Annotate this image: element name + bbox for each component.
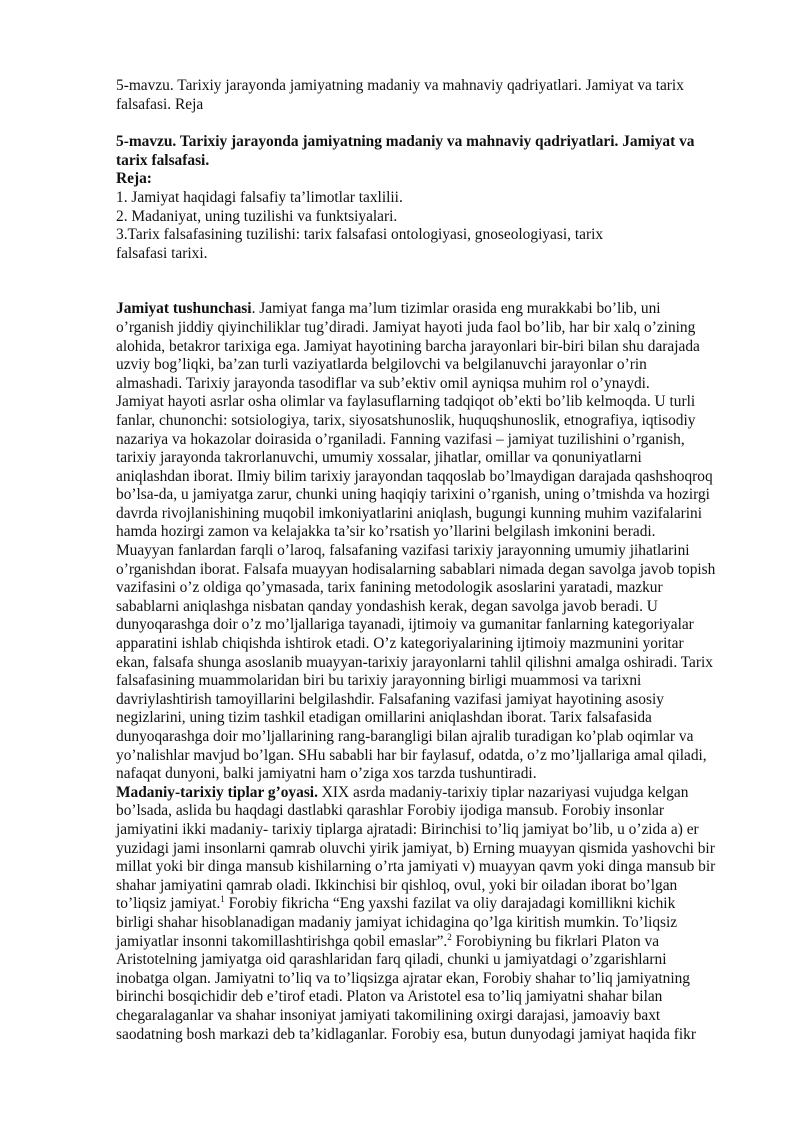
body-line: o’rganishdan iborat. Falsafa muayyan hodisalarning sabablari nimada degan savolga javob topish bbox=[116, 560, 716, 578]
body-line: aniqlashdan iborat. Ilmiy bilim tarixiy jarayondan taqqoslab bo’lmaydigan darajada qashshoqroq bbox=[116, 467, 713, 485]
title-line: 5-mavzu. Tarixiy jarayonda jamiyatning madaniy va mahnaviy qadriyatlari. Jamiyat va bbox=[116, 133, 695, 151]
header-line: falsafasi. Reja bbox=[116, 95, 204, 113]
body-line: alohida, betakror tarixiga ega. Jamiyat hayotining barcha jarayonlari bir-biri bilan shu darajada bbox=[116, 337, 700, 355]
document-title bbox=[116, 133, 756, 170]
body-line: jamiyatini ikki madaniy- tarixiy tiplarga ajratadi: Birinchisi to’liq jamiyat bo’lib, u o’zida a) er bbox=[116, 820, 699, 838]
body-line: shahar jamiyatini qamrab oladi. Ikkinchisi bir qishloq, ovul, yoki bir oiladan iborat bo’lgan bbox=[116, 876, 678, 894]
body-line: birinchi bosqichidir deb e’tirof etadi. Platon va Aristotel esa to’liq jamiyatni shahar bilan bbox=[116, 988, 663, 1006]
document-page bbox=[116, 77, 756, 1044]
plan-item: falsafasi tarixi. bbox=[116, 244, 208, 262]
body-line: millat yoki bir dinga mansub kishilarning o’rta jamiyati v) muayyan qavm yoki dinga mansub bir bbox=[116, 858, 716, 876]
title-line: tarix falsafasi. bbox=[116, 151, 210, 169]
body-line: hamda hozirgi zamon va kelajakka ta’sir ko’rsatish yo’llarini belgilash imkonini beradi. bbox=[116, 523, 656, 541]
body-line: almashadi. Tarixiy jarayonda tasodiflar va sub’ektiv omil ayniqsa muhim rol o’ynaydi. bbox=[116, 374, 650, 392]
section-jamiyat bbox=[116, 300, 756, 783]
footnote-ref[interactable]: 1 bbox=[220, 894, 225, 905]
text-run: to’liqsiz jamiyat. bbox=[116, 895, 221, 913]
spacer bbox=[116, 263, 756, 300]
body-line: Jamiyat hayoti asrlar osha olimlar va faylasuflarning tadqiqot ob’ekti bo’lib kelmoqda. U turli bbox=[116, 393, 696, 411]
body-line: Aristotelning jamiyatga oid qarashlaridan farq qiladi, chunki u jamiyatdagi o’zgarishlarni bbox=[116, 951, 667, 969]
body-line: dunyoqarashga doir o’z mo’ljallariga tayanadi, ijtimoiy va gumanitar fanlarning kategoriyalar bbox=[116, 616, 694, 634]
body-line: saodatning bosh markazi deb ta’kidlaganlar. Forobiy esa, butun dunyodagi jamiyat haqida fikr bbox=[116, 1025, 696, 1043]
text-run: jamiyatlar insonni takomillashtirishga qobil emaslar”. bbox=[116, 932, 448, 950]
section-heading: Madaniy-tarixiy tiplar g’oyasi. bbox=[116, 783, 318, 801]
body-line: yo’nalishlar mavjud bo’lgan. SHu sababli har bir faylasuf, odatda, o’z mo’ljallariga amal qiladi, bbox=[116, 746, 707, 764]
plan-block bbox=[116, 170, 756, 263]
body-line: nazariya va hokazolar doirasida o’rganiladi. Fanning vazifasi – jamiyat tuzilishini o’rganish, bbox=[116, 430, 685, 448]
header-line: 5-mavzu. Tarixiy jarayonda jamiyatning madaniy va mahnaviy qadriyatlari. Jamiyat va tarix bbox=[116, 77, 684, 94]
section-first-line bbox=[116, 300, 756, 319]
text-run: Forobiy fikricha “Eng yaxshi fazilat va oliy darajadagi komillikni kichik bbox=[224, 895, 676, 913]
body-line: davriylashtirish tamoyillarini belgilashdir. Falsafaning vazifasi jamiyat hayotining asosiy bbox=[116, 690, 664, 708]
body-line: davrda rivojlanishining muqobil imkoniyatlarini aniqlash, bugungi kunning muhim vazifalarini bbox=[116, 504, 703, 522]
section-madaniy bbox=[116, 784, 756, 1044]
body-line: apparatini ishlab chiqishda ishtirok etadi. O’z kategoriyalarining ijtimoiy mazmunini yoritar bbox=[116, 635, 684, 653]
body-line: vazifasini o’z oldiga qo’ymasada, tarix fanining metodologik asoslarini yaratadi, mazkur bbox=[116, 579, 663, 597]
section-text: XIX asrda madaniy-tarixiy tiplar nazariyasi vujudga kelgan bbox=[317, 783, 689, 801]
plan-label: Reja: bbox=[116, 170, 152, 188]
plan-item: 2. Madaniyat, uning tuzilishi va funktsiyalari. bbox=[116, 207, 398, 225]
body-line: Muayyan fanlardan farqli o’laroq, falsafaning vazifasi tarixiy jarayonning umumiy jihatlarini bbox=[116, 542, 690, 560]
plan-item: 1. Jamiyat haqidagi falsafiy ta’limotlar taxlilii. bbox=[116, 188, 403, 206]
document-header bbox=[116, 77, 756, 114]
body-line: o’rganish jiddiy qiyinchiliklar tug’diradi. Jamiyat hayoti juda faol bo’lib, har bir xalq o’zining bbox=[116, 318, 696, 336]
body-line: bo’lsada, aslida bu haqdagi dastlabki qarashlar Forobiy ijodiga mansub. Forobiy insonlar bbox=[116, 802, 664, 820]
footnote-ref[interactable]: 2 bbox=[447, 931, 452, 942]
footnote-line bbox=[116, 933, 756, 952]
footnote-line bbox=[116, 895, 756, 914]
body-line: yuzidagi jami insonlarni qamrab oluvchi yirik jamiyat, b) Erning muayyan qismida yashovchi bir bbox=[116, 839, 715, 857]
body-line: dunyoqarashga doir mo’ljallarining rang-barangligi bilan ajralib turadigan ko’plab oqimlar va bbox=[116, 728, 694, 745]
body-line: uzviy bog’liqki, ba’zan turli vaziyatlarda belgilovchi va belgilanuvchi jarayonlar o’rin bbox=[116, 356, 647, 374]
section-text: . Jamiyat fanga ma’lum tizimlar orasida eng murakkabi bo’lib, uni bbox=[251, 300, 661, 318]
body-line: inobatga olgan. Jamiyatni to’liq va to’liqsizga ajratar ekan, Forobiy shahar to’liq jamiyatning bbox=[116, 969, 691, 987]
body-line: bo’lsa-da, u jamiyatga zarur, chunki uning haqiqiy tarixini o’rganish, uning o’tmishda va hozirgi bbox=[116, 486, 710, 504]
section-body bbox=[116, 319, 756, 784]
body-line: sabablarni aniqlashga nisbatan qanday yondashish kerak, degan savolga javob beradi. U bbox=[116, 597, 658, 615]
spacer bbox=[116, 114, 756, 133]
section-body bbox=[116, 951, 756, 1044]
body-line: negizlarini, uning tizim tashkil etadigan omillarini aniqlashdan iborat. Tarix falsafasida bbox=[116, 709, 652, 727]
plan-item: 3.Tarix falsafasining tuzilishi: tarix falsafasi ontologiyasi, gnoseologiyasi, tarix bbox=[116, 226, 604, 244]
body-line: falsafasining muammolaridan biri bu tarixiy jarayonning birligi muammosi va tarixni bbox=[116, 672, 642, 690]
section-body bbox=[116, 802, 756, 895]
body-line: birligi shahar hisoblanadigan madaniy jamiyat ichidagina qo’lga kiritish mumkin. To’liqsiz bbox=[116, 913, 678, 931]
body-line: tarixiy jarayonda takrorlanuvchi, umumiy xossalar, jihatlar, omillar va qonuniyatlarni bbox=[116, 449, 642, 467]
section-heading: Jamiyat tushunchasi bbox=[116, 300, 252, 318]
body-line: ekan, falsafa shunga asoslanib muayyan-tarixiy jarayonlarni tahlil qilishni amalga oshiradi. Tarix bbox=[116, 653, 713, 671]
body-line: fanlar, chunonchi: sotsiologiya, tarix, siyosatshunoslik, huquqshunoslik, etnografiya, iqtisodiy bbox=[116, 411, 696, 429]
text-run: Forobiyning bu fikrlari Platon va bbox=[451, 932, 660, 950]
body-line: chegaralaganlar va shahar insoniyat jamiyati takomilining oxirgi darajasi, jamoaviy baxt bbox=[116, 1006, 661, 1024]
section-first-line bbox=[116, 784, 756, 803]
body-line: nafaqat dunyoni, balki jamiyatni ham o’ziga xos tarzda tushuntiradi. bbox=[116, 765, 537, 783]
